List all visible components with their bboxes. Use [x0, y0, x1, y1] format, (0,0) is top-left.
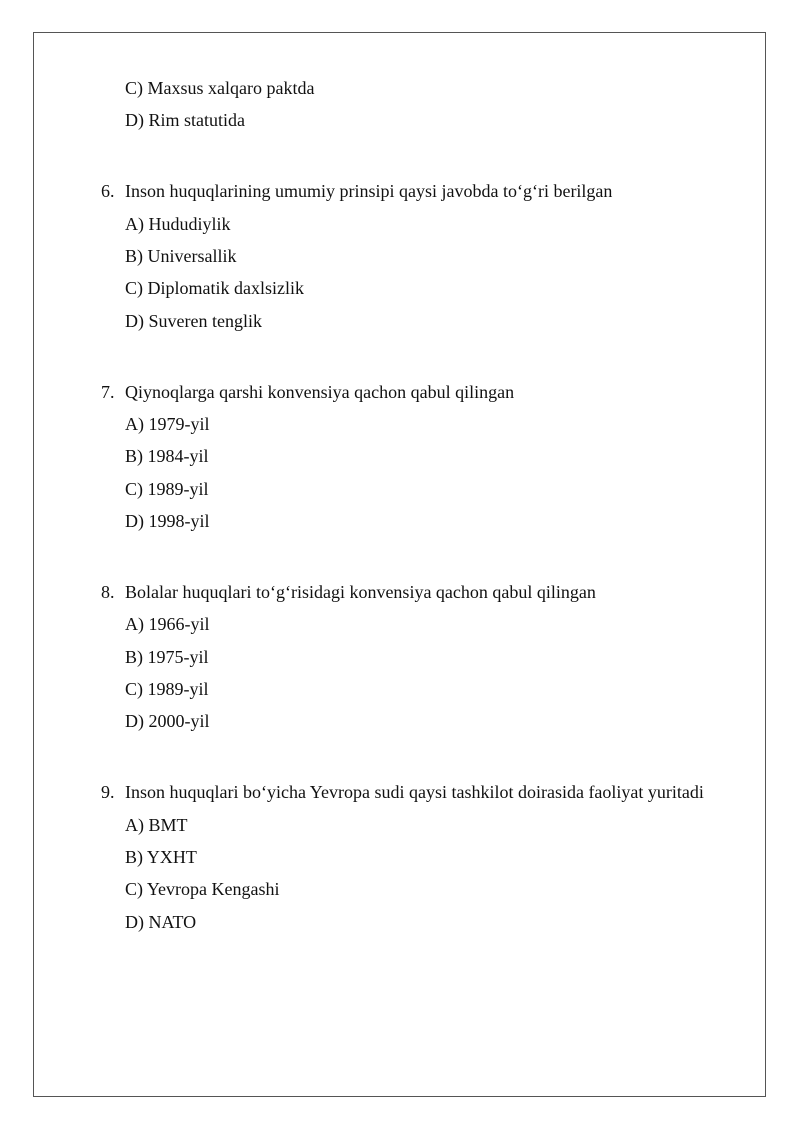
- question-7-number: 7.: [101, 382, 115, 402]
- question-6-number: 6.: [101, 181, 115, 201]
- question-6-text: Inson huquqlarining umumiy prinsipi qaysi javobda to‘g‘ri berilgan: [125, 181, 613, 201]
- question-7-option-b: B) 1984-yil: [125, 446, 209, 466]
- question-9-option-d: D) NATO: [125, 912, 197, 932]
- question-6-option-c: C) Diplomatik daxlsizlik: [125, 278, 304, 298]
- question-9-text: Inson huquqlari bo‘yicha Yevropa sudi qaysi tashkilot doirasida faoliyat yuritadi: [125, 782, 704, 802]
- question-8-option-a: A) 1966-yil: [125, 614, 210, 634]
- option-c-continued: C) Maxsus xalqaro paktda: [125, 78, 315, 98]
- question-9-option-a: A) BMT: [125, 815, 188, 835]
- question-6-option-a: A) Hududiylik: [125, 214, 231, 234]
- question-7-option-c: C) 1989-yil: [125, 479, 209, 499]
- question-7-option-a: A) 1979-yil: [125, 414, 210, 434]
- question-9-number: 9.: [101, 782, 115, 802]
- question-9-option-b: B) YXHT: [125, 847, 197, 867]
- question-8-option-b: B) 1975-yil: [125, 647, 209, 667]
- question-7-option-d: D) 1998-yil: [125, 511, 210, 531]
- question-6-option-d: D) Suveren tenglik: [125, 311, 262, 331]
- option-d-continued: D) Rim statutida: [125, 110, 245, 130]
- question-8-number: 8.: [101, 582, 115, 602]
- question-8-text: Bolalar huquqlari to‘g‘risidagi konvensiya qachon qabul qilingan: [125, 582, 596, 602]
- question-9-option-c: C) Yevropa Kengashi: [125, 879, 280, 899]
- question-8-option-d: D) 2000-yil: [125, 711, 210, 731]
- question-6-option-b: B) Universallik: [125, 246, 237, 266]
- question-8-option-c: C) 1989-yil: [125, 679, 209, 699]
- question-7-text: Qiynoqlarga qarshi konvensiya qachon qabul qilingan: [125, 382, 515, 402]
